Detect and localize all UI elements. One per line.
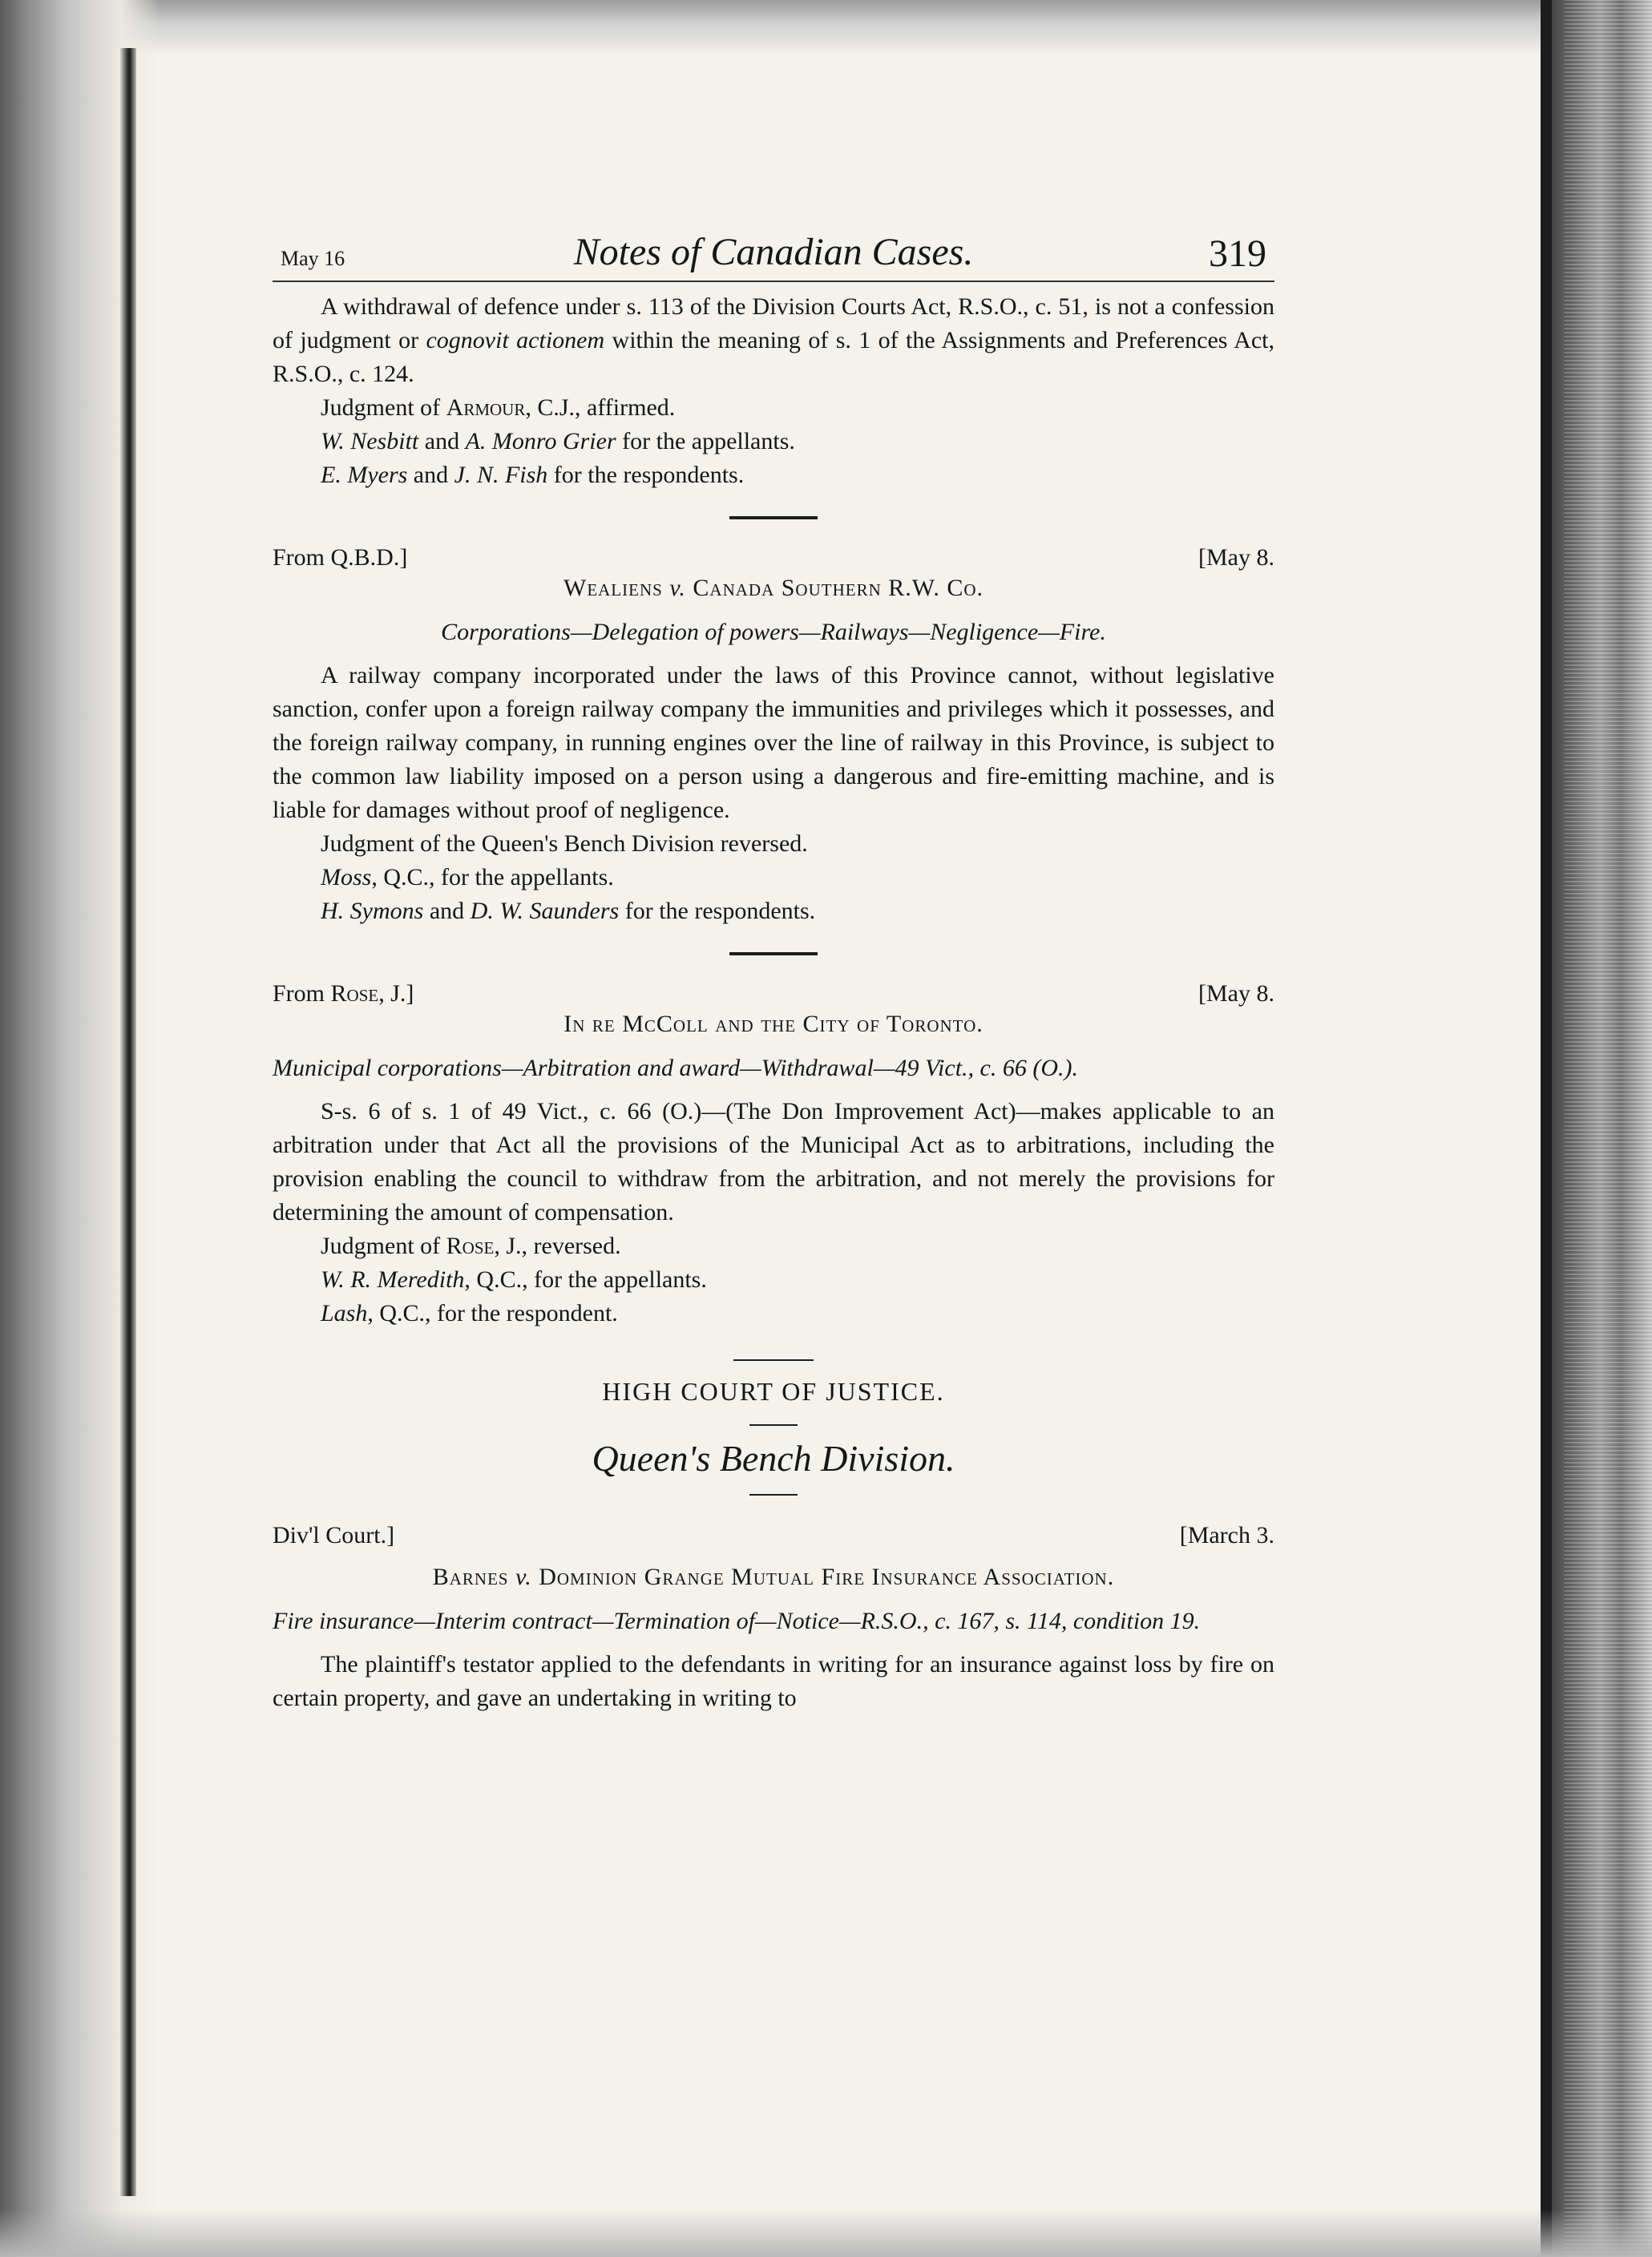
case-c [273,979,1274,1330]
case-d-catchwords: Fire insurance—Interim contract—Termination of—Notice—R.S.O., c. 167, s. 114, condition 19. [273,1608,1201,1634]
case-c-counsel-appellants: W. R. Meredith, Q.C., for the appellants. [321,1266,707,1293]
case-d-body: The plaintiff's testator applied to the defendants in writing for an insurance against loss by fire on certain property, and gave an undertaking in writing to [273,1651,1274,1711]
case-b-date: [May 8. [1198,544,1274,571]
book-page [273,216,1274,1715]
page-number: 319 [1209,232,1266,275]
case-a-counsel-appellants: W. Nesbitt and A. Monro Grier for the appellants. [321,428,795,454]
case-c-header [273,979,1274,1008]
case-b-counsel-appellants: Moss, Q.C., for the appellants. [321,864,614,890]
section-divider [729,952,818,955]
case-c-judgment: Judgment of Rose, J., reversed. [321,1233,621,1259]
case-b-header [273,543,1274,572]
court-heading: HIGH COURT OF JUSTICE. [602,1377,945,1406]
scan-bottom-edge [0,2209,1652,2257]
case-d-header [273,1521,1274,1550]
page-edges-texture [1564,0,1652,2257]
heading-divider [749,1424,798,1426]
case-b-title: Wealiens v. Canada Southern R.W. Co. [563,575,984,601]
case-d-date: [March 3. [1179,1522,1274,1548]
case-c-counsel-respondent: Lash, Q.C., for the respondent. [321,1300,618,1326]
running-head-date: May 16 [281,247,345,270]
case-c-from: From Rose, J.] [273,980,414,1007]
case-b-counsel-respondents: H. Symons and D. W. Saunders for the respondents. [321,898,816,924]
section-divider [729,516,818,519]
running-head [273,216,1274,282]
scan-top-edge [0,0,1652,56]
case-a-body: A withdrawal of defence under s. 113 of the Division Courts Act, R.S.O., c. 51, is not a confession of judgment or cognovit actionem within the meaning of s. 1 of the Assignments and Preferences Act, R.S.O., c. 124. [273,293,1274,387]
case-a-counsel-respondents: E. Myers and J. N. Fish for the respondents. [321,462,745,488]
case-c-title: In re McColl and the City of Toronto. [563,1011,984,1037]
case-d [273,1521,1274,1715]
case-a-judgment: Judgment of Armour, C.J., affirmed. [321,394,676,421]
case-d-title: Barnes v. Dominion Grange Mutual Fire Insurance Association. [432,1564,1115,1590]
scan-left-edge [0,0,160,2257]
case-b-body: A railway company incorporated under the laws of this Province cannot, without legislative sanction, confer upon a foreign railway company the immunities and privileges which it possesses, and the foreign railway company, in running engines over the line of railway in this Province, is subject to the common law liability imposed on a person using a dangerous and fire-emitting machine, and is liable for damages without proof of negligence. [273,662,1274,823]
book-spine-shadow [120,48,136,2196]
case-a [273,290,1274,492]
page-edge-line [1541,0,1552,2257]
case-d-from: Div'l Court.] [273,1522,395,1548]
case-b-catchwords: Corporations—Delegation of powers—Railways—Negligence—Fire. [441,619,1106,645]
case-c-body: S-s. 6 of s. 1 of 49 Vict., c. 66 (O.)—(The Don Improvement Act)—makes applicable to an arbitration under that Act all the provisions of the Municipal Act as to arbitrations, including the provision enabling the council to withdraw from the arbitration, and not merely the provisions for determining the amount of compensation. [273,1098,1274,1225]
running-head-title: Notes of Canadian Cases. [573,231,974,273]
heading-divider [749,1494,798,1496]
section-divider [733,1359,814,1361]
case-b-from: From Q.B.D.] [273,544,408,571]
case-b-judgment: Judgment of the Queen's Bench Division reversed. [321,830,808,857]
case-b [273,543,1274,928]
case-c-date: [May 8. [1198,980,1274,1007]
case-c-catchwords: Municipal corporations—Arbitration and award—Withdrawal—49 Vict., c. 66 (O.). [273,1055,1078,1081]
division-heading: Queen's Bench Division. [592,1438,955,1479]
